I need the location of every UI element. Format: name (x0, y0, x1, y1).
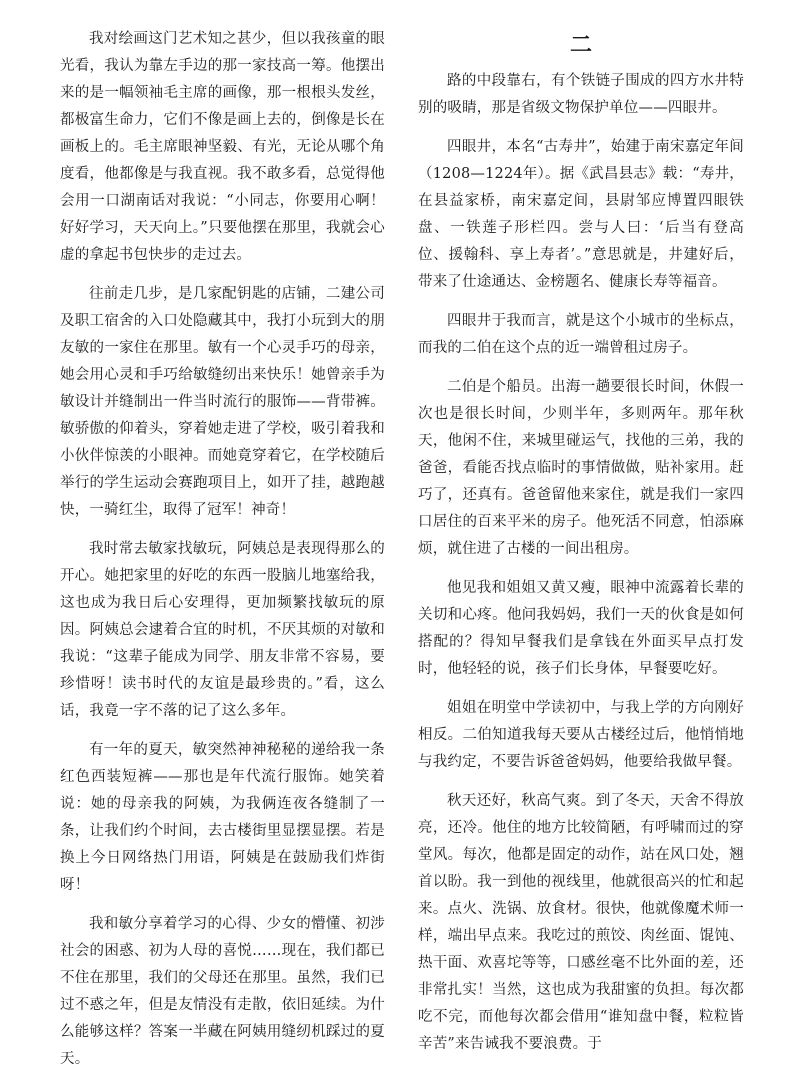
left-paragraph-5: 我和敏分享着学习的心得、少女的懵懂、初涉社会的困惑、初为人母的喜悦……现在，我们都已不住在那里，我们的父母还在那里。虽然，我们已过不惑之年，但是友情没有走散，依旧延续。为什么能够这样？答案一半藏在阿姨用缝纫机踩过的夏天。 (60, 916, 385, 1067)
left-paragraph-1: 我对绘画这门艺术知之甚少，但以我孩童的眼光看，我认为靠左手边的那一家技高一筹。他摆出来的是一幅领袖毛主席的画像，那一根根头发丝，都极富生命力，它们不像是画上去的，倒像是长在画板上的。毛主席眼神坚毅、有光，无论从哪个角度看，他都像是与我直视。我不敢多看，总觉得他会用一口湖南话对我说：“小同志，你要用心啊！好好学习，天天向上。”只要他摆在那里，我就会心虚的拿起书包快步的走过去。 (60, 31, 385, 263)
left-paragraph-3: 我时常去敏家找敏玩，阿姨总是表现得那么的开心。她把家里的好吃的东西一股脑儿地塞给我，这也成为我日后心安理得，更加频繁找敏玩的原因。阿姨总会逮着合宜的时机，不厌其烦的对敏和我说：“这辈子能成为同学、朋友非常不容易，要珍惜呀！读书时代的友谊是最珍贵的。”看，这么话，我竟一字不落的记了这么多年。 (60, 541, 385, 719)
left-paragraph-2: 往前走几步，是几家配钥匙的店铺，二建公司及职工宿舍的入口处隐藏其中，我打小玩到大的朋友敏的一家住在那里。敏有一个心灵手巧的母亲，她会用心灵和手巧给敏缝纫出来快乐！她曾亲手为敏设计并缝制出一件当时流行的服饰——背带裤。敏骄傲的仰着头，穿着她走进了学校，吸引着我和小伙伴惊羡的小眼神。而她竟穿着它，在学校随后举行的学生运动会赛跑项目上，如开了挂，越跑越快，一骑红尘，取得了冠军！神奇！ (60, 286, 385, 518)
right-paragraph-7: 秋天还好，秋高气爽。到了冬天，天舍不得放亮，还冷。他住的地方比较简陋，有呼啸而过的穿堂风。每次，他都是固定的动作，站在风口处，翘首以盼。我一到他的视线里，他就很高兴的忙和起来。点火、洗锅、放食材。很快，他就像魔术师一样，端出早点来。我吃过的煎饺、肉丝面、馄饨、热干面、欢喜坨等等，口感丝毫不比外面的差，还非常扎实！当然，这也成为我甜蜜的负担。每次都吃不完，而他每次都会借用“谁知盘中餐，粒粒皆辛苦”来告诫我不要浪费。于 (418, 793, 744, 1052)
right-paragraph-2: 四眼井，本名“古寿井”，始建于南宋嘉定年间（1208—1224年）。据《武昌县志》载：“寿井，在县益家桥，南宋嘉定间，县尉邹应博置四眼铁盘、一铁莲子形栏四。尝与人曰：‘后当有登高位、援翰科、享上寿者’。”意思就是，井建好后，带来了仕途通达、金榜题名、健康长寿等福音。 (418, 139, 744, 290)
left-column (60, 26, 385, 1085)
right-paragraph-6: 姐姐在明堂中学读初中，与我上学的方向刚好相反。二伯知道我每天要从古楼经过后，他悄悄地与我约定，不要告诉爸爸妈妈，他要给我做早餐。 (418, 700, 744, 770)
right-column (418, 26, 744, 1070)
section-number: 二 (569, 32, 592, 58)
right-paragraph-4: 二伯是个船员。出海一趟要很长时间，休假一次也是很长时间，少则半年，多则两年。那年秋天，他闲不住，来城里碰运气，找他的三弟，我的爸爸，看能否找点临时的事情做做，贴补家用。赶巧了，还真有。爸爸留他来家住，就是我们一家四口居住的百来平米的房子。他死活不同意，怕添麻烦，就住进了古楼的一间出租房。 (418, 379, 744, 557)
right-paragraph-1: 路的中段靠右，有个铁链子围成的四方水井特别的吸睛，那是省级文物保护单位——四眼井。 (418, 73, 744, 116)
right-paragraph-5: 他见我和姐姐又黄又瘦，眼神中流露着长辈的关切和心疼。他问我妈妈，我们一天的伙食是如何搭配的？得知早餐我们是拿钱在外面买早点打发时，他轻轻的说，孩子们长身体，早餐要吃好。 (418, 580, 744, 677)
right-paragraph-3: 四眼井于我而言，就是这个小城市的坐标点，而我的二伯在这个点的近一端曾租过房子。 (418, 313, 744, 356)
left-paragraph-4: 有一年的夏天，敏突然神神秘秘的递给我一条红色西装短裤——那也是年代流行服饰。她笑着说：她的母亲我的阿姨，为我俩连夜各缝制了一条，让我们约个时间，去古楼街里显摆显摆。若是换上今日网络热门用语，阿姨是在鼓励我们炸街呀！ (60, 742, 385, 893)
